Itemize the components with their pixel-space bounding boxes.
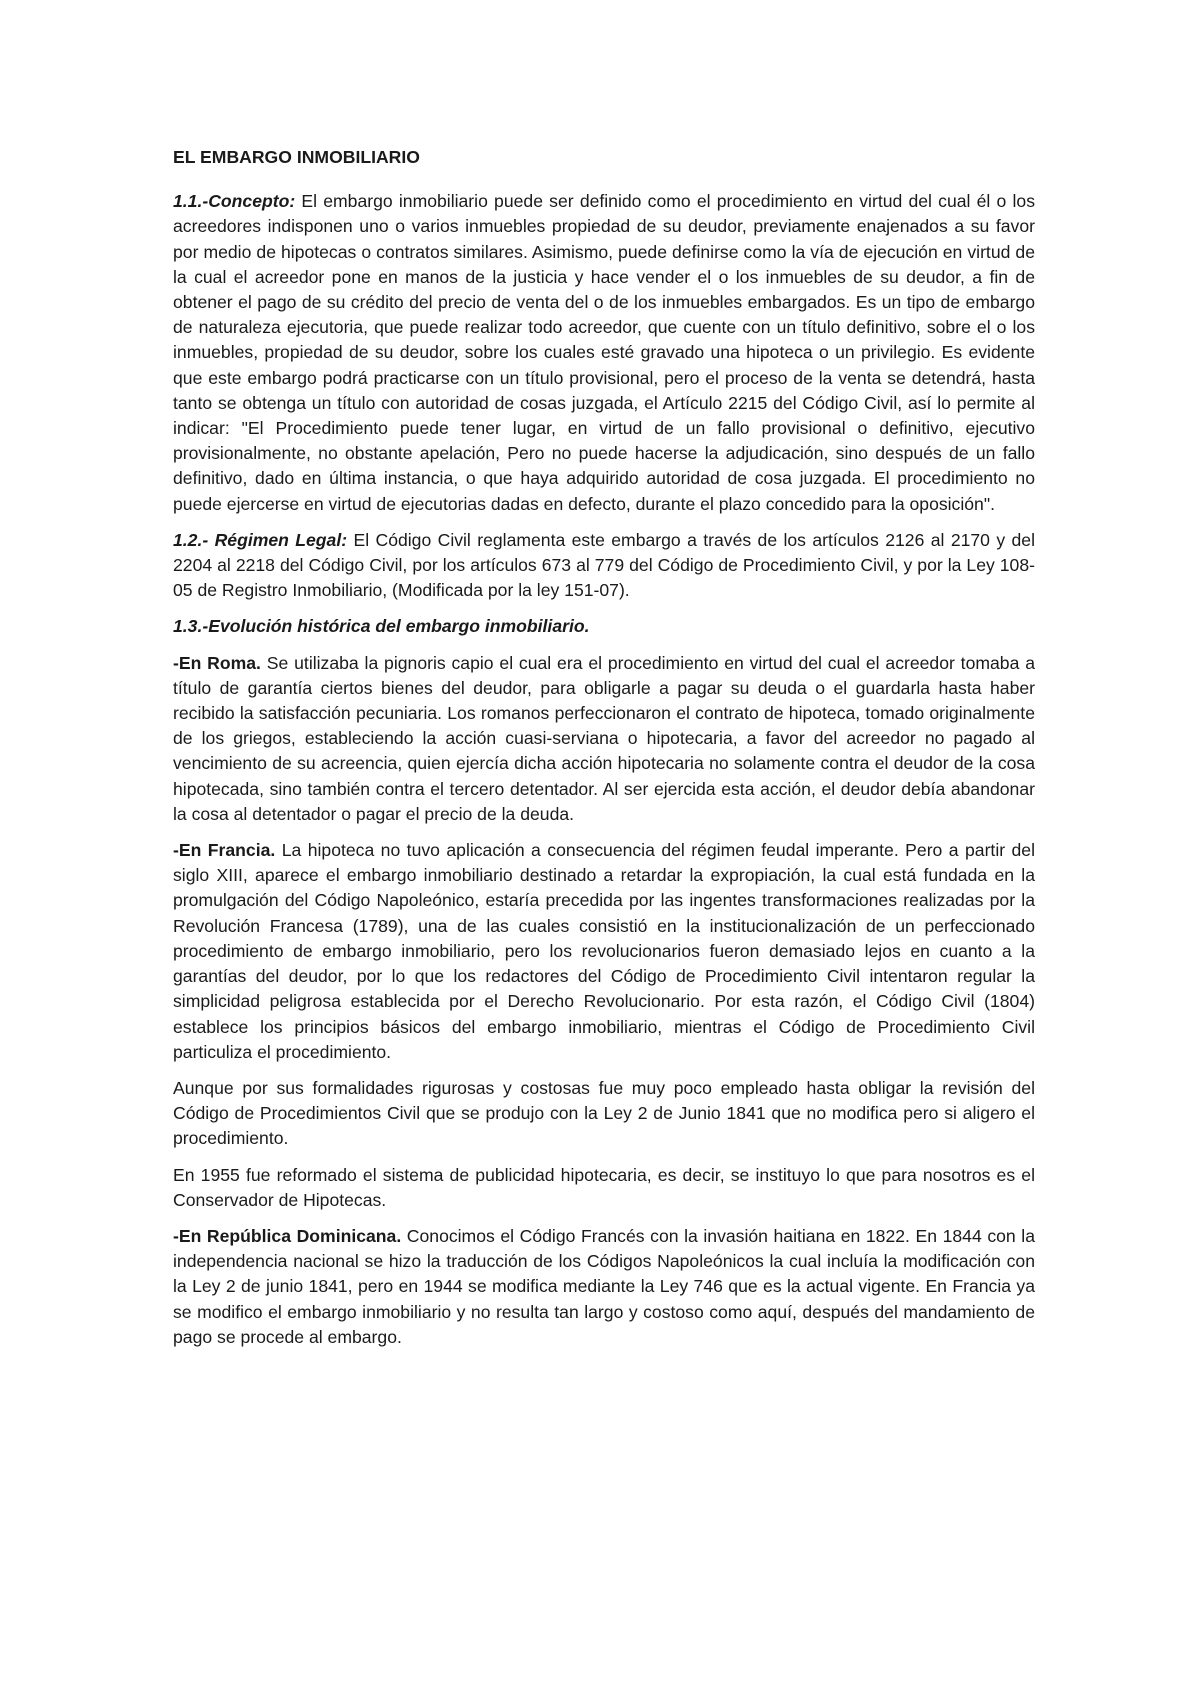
paragraph-1955: En 1955 fue reformado el sistema de publicidad hipotecaria, es decir, se instituyo lo que para nosotros es el Conservador de Hipotecas. [173,1164,1035,1210]
evolucion-heading: 1.3.-Evolución histórica del embargo inmobiliario. [173,616,590,637]
paragraph-francia [173,838,1035,1065]
paragraph-aunque: Aunque por sus formalidades rigurosas y costosas fue muy poco empleado hasta obligar la revisión del Código de Procedimientos Civil que se produjo con la Ley 2 de Junio 1841 que no modifica pero si aligero el procedimiento. [173,1077,1035,1149]
paragraph-roma [173,651,1035,827]
roma-text: Se utilizaba la pignoris capio el cual era el procedimiento en virtud del cual el acreedor tomaba a título de garantía ciertos bienes del deudor, para obligarle a pagar su deuda o el guardarla hasta haber recibido la satisfacción pecuniaria. Los romanos perfeccionaron el contrato de hipoteca, tomado originalmente de los griegos, estableciendo la acción cuasi-serviana o hipotecaria, a favor del acreedor no pagado al vencimiento de su acreencia, quien ejercía dicha acción hipotecaria no solamente contra el deudor de la cosa hipotecada, sino también contra el tercero detentador. Al ser ejercida esta acción, el deudor debía abandonar la cosa al detentador o pagar el precio de la deuda. [173,652,1035,824]
regimen-legal-text: El Código Civil reglamenta este embargo a través de los artículos 2126 al 2170 y del 2204 al 2218 del Código Civil, por los artículos 673 al 779 del Código de Procedimiento Civil, y por la Ley 108-05 de Registro Inmobiliario, (Modificada por la ley 151-07). [173,529,1035,601]
francia-text: La hipoteca no tuvo aplicación a consecuencia del régimen feudal imperante. Pero a partir del siglo XIII, aparece el embargo inmobiliario destinado a retardar la expropiación, la cual está fundada en la promulgación del Código Napoleónico, estaría precedida por las ingentes transformaciones realizadas por la Revolución Francesa (1789), una de las cuales consistió en la institucionalización de un perfeccionado procedimiento de embargo inmobiliario, pero los revolucionarios fueron demasiado lejos en cuanto a la garantías del deudor, por lo que los redactores del Código de Procedimiento Civil intentaron regular la simplicidad peligrosa establecida por el Derecho Revolucionario. Por esta razón, el Código Civil (1804) establece los principios básicos del embargo inmobiliario, mientras el Código de Procedimiento Civil particuliza el procedimiento. [173,840,1036,1062]
concepto-text: El embargo inmobiliario puede ser definido como el procedimiento en virtud del cual él o los acreedores indisponen uno o varios inmuebles propiedad de su deudor, previamente enajenados a su favor por medio de hipotecas o contratos similares. Asimismo, puede definirse como la vía de ejecución en virtud de la cual el acreedor pone en manos de la justicia y hace vender el o los inmuebles de su deudor, a fin de obtener el pago de su crédito del precio de venta del o de los inmuebles embargados. Es un tipo de embargo de naturaleza ejecutoria, que puede realizar todo acreedor, que cuente con un título definitivo, sobre el o los inmuebles, propiedad de su deudor, sobre los cuales esté gravado una hipoteca o un privilegio. Es evidente que este embargo podrá practicarse con un título provisional, pero el proceso de la venta se detendrá, hasta tanto se obtenga un título con autoridad de cosas juzgada, el Artículo 2215 del Código Civil, así lo permite al indicar: "El Procedimiento puede tener lugar, en virtud de un fallo provisional o definitivo, ejecutivo provisionalmente, no obstante apelación, Pero no puede hacerse la adjudicación, sino después de un fallo definitivo, dado en última instancia, o que haya adquirido autoridad de cosa juzgada. El procedimiento no puede ejercerse en virtud de ejecutorias dadas en defecto, durante el plazo concedido para la oposición". [173,191,1035,514]
republica-dominicana-lead: -En República Dominicana. [173,1225,402,1246]
paragraph-concepto [173,189,1035,517]
document-title: EL EMBARGO INMOBILIARIO [173,147,420,167]
roma-lead: -En Roma. [173,652,261,673]
document-page [173,145,1035,1361]
paragraph-republica-dominicana [173,1224,1035,1350]
regimen-legal-lead: 1.2.- Régimen Legal: [173,529,348,550]
paragraph-regimen-legal [173,528,1035,604]
francia-lead: -En Francia. [173,840,276,861]
concepto-lead: 1.1.-Concepto: [173,191,296,212]
republica-dominicana-text: Conocimos el Código Francés con la invasión haitiana en 1822. En 1844 con la independencia nacional se hizo la traducción de los Códigos Napoleónicos la cual incluía la modificación con la Ley 2 de junio 1841, pero en 1944 se modifica mediante la Ley 746 que es la actual vigente. En Francia ya se modifico el embargo inmobiliario y no resulta tan largo y costoso como aquí, después del mandamiento de pago se procede al embargo. [173,1225,1035,1347]
